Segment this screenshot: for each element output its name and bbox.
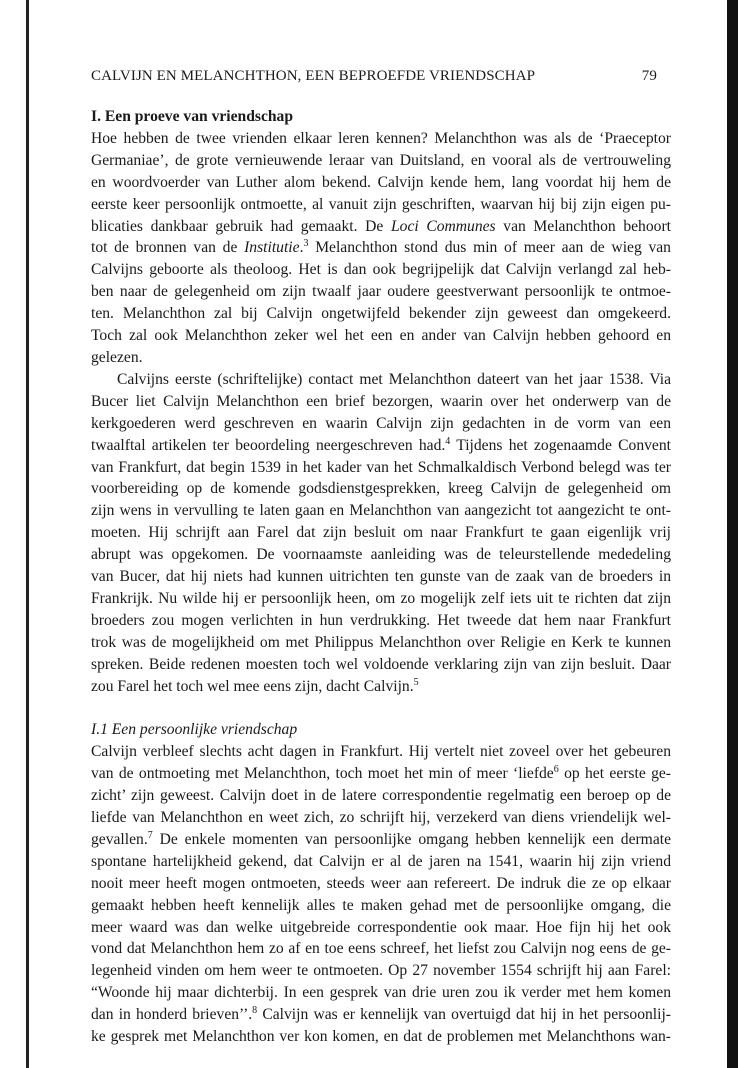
running-head xyxy=(91,60,671,82)
footnote-marker: 5 xyxy=(413,676,419,688)
text-line: Toch zal ook Melanchthon zeker wel het een en ander van Calvijn hebben gehoord en xyxy=(91,327,671,345)
text-line: en woordvoerder van Luther alom bekend. Calvijn kende hem, lang voordat hij hem de xyxy=(91,173,671,191)
book-page xyxy=(91,60,671,1048)
page-number: 79 xyxy=(641,68,657,84)
text-line: gemaakt hebben heeft kennelijk alles te maken gehad met de persoonlijke omgang, die xyxy=(91,896,671,914)
footnote-marker: 6 xyxy=(553,763,559,775)
text-line xyxy=(91,763,671,785)
text-run: . xyxy=(299,239,304,257)
text-run: De enkele momenten van persoonlijke omgang hebben kennelijk een dermate xyxy=(159,830,671,848)
text-line: zijn wens in vervulling te laten gaan en Melanchthon van aangezicht tot aangezicht te ont- xyxy=(91,502,671,520)
text-run: van Melanchthon behoort xyxy=(503,217,671,235)
paragraph xyxy=(91,741,671,1048)
running-title: CALVIJN EN MELANCHTHON, EEN BEPROEFDE VRIENDSCHAP xyxy=(91,68,536,84)
text-line: vond dat Melanchthon hem zo af en toe eens schreef, het liefst zou Calvijn nog eens de ge- xyxy=(91,940,671,958)
paragraph xyxy=(91,128,671,369)
section-gap xyxy=(91,697,671,719)
text-line: liefde van Melanchthon en weet zich, zo schrijft hij, verzekerd van diens vriendelijk wel- xyxy=(91,808,671,826)
book-title: Loci Communes xyxy=(390,217,496,235)
text-run: Melanchthon stond dus min of meer aan de wieg van xyxy=(315,239,671,257)
text-run: Tijdens het zogenaamde Convent xyxy=(456,436,671,454)
text-line xyxy=(91,237,671,259)
text-run: van de ontmoeting met Melanchthon, toch moet het min of meer ‘liefde xyxy=(91,765,554,783)
footnote-marker: 8 xyxy=(252,1004,258,1016)
text-run: zou Farel het toch wel mee eens zijn, dacht Calvijn. xyxy=(91,677,414,695)
text-line: ke gesprek met Melanchthon ver kon komen, en dat de problemen met Melanchthons wan- xyxy=(91,1028,671,1046)
book-title: Institutie xyxy=(244,239,300,257)
text-line: kerkgoederen werd geschreven en waarin Calvijn zijn gedachten in de vorm van een xyxy=(91,414,671,432)
scan-edge-left xyxy=(26,0,29,1068)
text-line xyxy=(91,216,671,238)
text-line: “Woonde hij maar dichterbij. In een gesprek van drie uren zou ik verder met hem komen xyxy=(91,984,671,1002)
footnote-marker: 3 xyxy=(303,238,309,250)
footnote-marker: 4 xyxy=(445,435,451,447)
text-line xyxy=(91,1004,671,1026)
text-line: gelezen. xyxy=(91,348,143,366)
text-line: legenheid vinden om hem weer te ontmoeten. Op 27 november 1554 schrijft hij aan Farel: xyxy=(91,962,671,980)
text-line: spreken. Beide redenen moesten toch wel voldoende verklaring zijn van zijn besluit. Daar xyxy=(91,655,671,673)
text-line xyxy=(91,829,671,851)
text-line: nooit meer heeft mogen ontmoeten, steeds weer aan refereert. De indruk die ze op elkaar xyxy=(91,874,671,892)
text-run: tot de bronnen van de xyxy=(91,239,238,257)
text-run: blicaties dankbaar gebruik had gemaakt. De xyxy=(91,217,384,235)
text-line: spontane hartelijkheid gekend, dat Calvijn er al de jaren na 1541, waarin hij zijn vriend xyxy=(91,852,671,870)
scan-edge-right xyxy=(727,0,738,1068)
text-line: trok was de mogelijkheid om met Philippus Melanchthon over Religie en Kerk te kunnen xyxy=(91,633,671,651)
text-run: dan in honderd brieven’’. xyxy=(91,1006,253,1024)
text-run: Calvijn was er kennelijk van overtuigd dat hij in het persoonlij- xyxy=(262,1006,671,1024)
text-run: twaalftal artikelen ter beoordeling neergeschreven had. xyxy=(91,436,446,454)
footnote-marker: 7 xyxy=(147,829,153,841)
text-line: ben naar de gelegenheid om zijn twaalf jaar oudere geestverwant persoonlijk te ontmoe- xyxy=(91,283,671,301)
text-line: eerste keer persoonlijk ontmoette, al vanuit zijn geschriften, waarvan hij bij zijn eigen pu- xyxy=(91,195,671,213)
text-line xyxy=(91,435,671,457)
text-line: Frankrijk. Nu wilde hij er persoonlijk heen, om zo mogelijk zelf iets uit te richten dat zijn xyxy=(91,589,671,607)
page-body xyxy=(91,106,671,1048)
text-line: Calvijns eerste (schriftelijke) contact met Melanchthon dateert van het jaar 1538. Via xyxy=(117,370,671,388)
text-line: Hoe hebben de twee vrienden elkaar leren kennen? Melanchthon was als de ‘Praeceptor xyxy=(91,129,671,147)
text-line: van Frankfurt, dat begin 1539 in het kader van het Schmalkaldisch Verbond belegd was ter xyxy=(91,458,671,476)
text-line xyxy=(91,676,671,698)
text-line: broeders zou mogen verlichten in hun verdrukking. Het tweede dat hem naar Frankfurt xyxy=(91,611,671,629)
text-line: Bucer liet Calvijn Melanchthon een brief bezorgen, waarin over het onderwerp van de xyxy=(91,392,671,410)
text-line: abrupt was opgekomen. De voornaamste aanleiding was de teleurstellende mededeling xyxy=(91,546,671,564)
text-line: zicht’ zijn geweest. Calvijn doet in de latere correspondentie regelmatig een beroep op de xyxy=(91,787,671,805)
text-line: Calvijns geboorte als theoloog. Het is dan ook begrijpelijk dat Calvijn verlangd zal heb- xyxy=(91,261,671,279)
paragraph xyxy=(91,369,671,698)
text-line: meer waard was dan welke uitgebreide correspondentie ook maar. Hoe fijn hij het ook xyxy=(91,918,671,936)
text-run: gevallen. xyxy=(91,830,148,848)
text-run: op het eerste ge- xyxy=(564,765,672,783)
text-line: voorbereiding op de komende godsdienstgesprekken, kreeg Calvijn de gelegenheid om xyxy=(91,480,671,498)
text-line: van Bucer, dat hij niets had kunnen uitrichten ten gunste van de zaak van de broeders in xyxy=(91,568,671,586)
text-line: ten. Melanchthon zal bij Calvijn ongetwijfeld bekender zijn geweest dan omgekeerd. xyxy=(91,305,671,323)
text-line: Germaniae’, de grote vernieuwende leraar van Duitsland, en vooral als de vertrouweling xyxy=(91,151,671,169)
text-line: Calvijn verbleef slechts acht dagen in Frankfurt. Hij vertelt niet zoveel over het gebeuren xyxy=(91,743,671,761)
section-heading: I. Een proeve van vriendschap xyxy=(91,108,294,125)
subsection-heading: I.1 Een persoonlijke vriendschap xyxy=(91,721,298,739)
text-line: moeten. Hij schrijft aan Farel dat zijn besluit om naar Frankfurt te gaan eigenlijk vrij xyxy=(91,524,671,542)
